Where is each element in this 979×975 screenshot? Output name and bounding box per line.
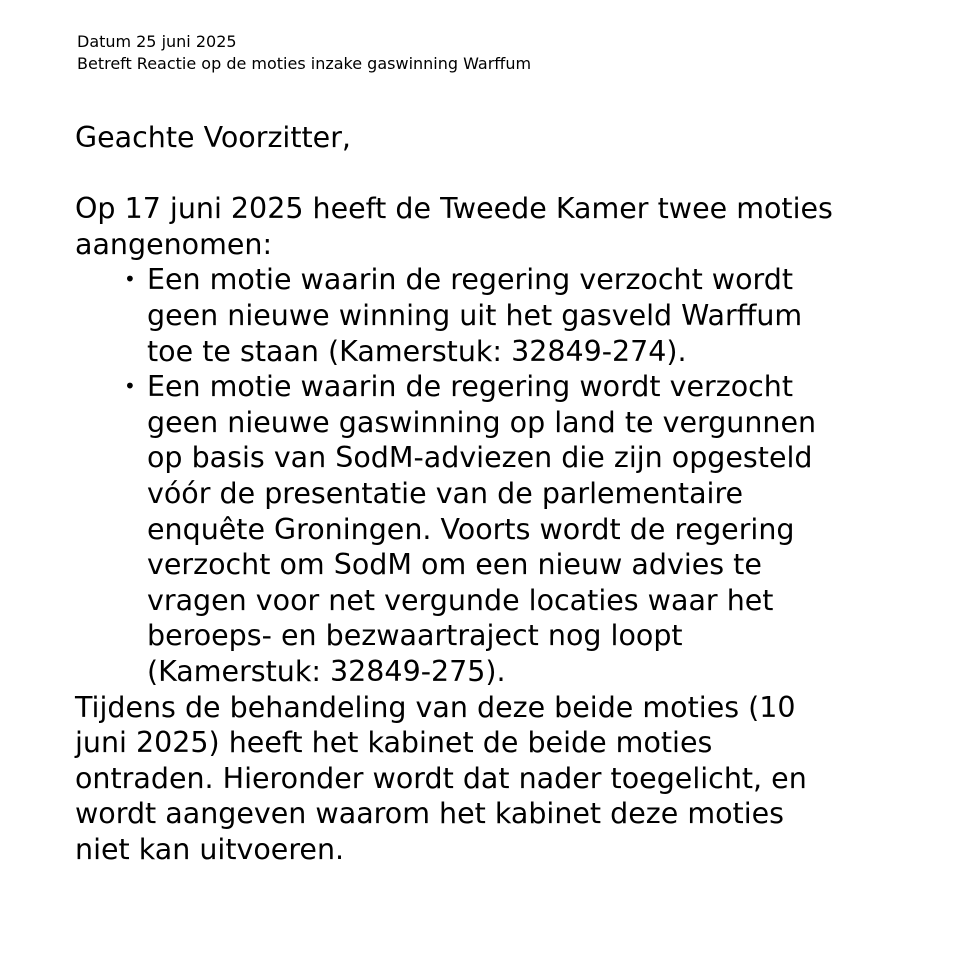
letter-metadata bbox=[77, 31, 531, 75]
date-value: 25 juni 2025 bbox=[136, 32, 237, 51]
motion-text: Een motie waarin de regering wordt verzocht geen nieuwe gaswinning op land te vergunnen op basis van SodM-adviezen die zijn opgesteld vóór de presentatie van de parlementaire enquête Groningen. Voorts wordt de regering verzocht om SodM om een nieuw advies te vragen voor net vergunde locaties waar het beroeps- en bezwaartraject nog loopt (Kamerstuk: 32849-275). bbox=[147, 370, 817, 688]
list-item bbox=[75, 262, 835, 369]
motion-text: Een motie waarin de regering verzocht wordt geen nieuwe winning uit het gasveld Warffum toe te staan (Kamerstuk: 32849-274). bbox=[147, 263, 803, 368]
subject-label: Betreft bbox=[77, 54, 132, 73]
bullet-icon: • bbox=[124, 267, 136, 292]
subject-row bbox=[77, 53, 531, 75]
salutation: Geachte Voorzitter, bbox=[75, 121, 351, 154]
closing-paragraph: Tijdens de behandeling van deze beide moties (10 juni 2025) heeft het kabinet de beide moties ontraden. Hieronder wordt dat nader toegelicht, en wordt aangeven waarom het kabinet deze moties niet kan uitvoeren. bbox=[75, 690, 807, 866]
date-row bbox=[77, 31, 531, 53]
bullet-icon: • bbox=[124, 374, 136, 399]
motions-list bbox=[75, 262, 835, 689]
date-label: Datum bbox=[77, 32, 132, 51]
letter-body bbox=[75, 120, 835, 867]
intro-paragraph: Op 17 juni 2025 heeft de Tweede Kamer twee moties aangenomen: bbox=[75, 192, 833, 261]
list-item bbox=[75, 369, 835, 689]
subject-value: Reactie op de moties inzake gaswinning Warffum bbox=[136, 54, 532, 73]
